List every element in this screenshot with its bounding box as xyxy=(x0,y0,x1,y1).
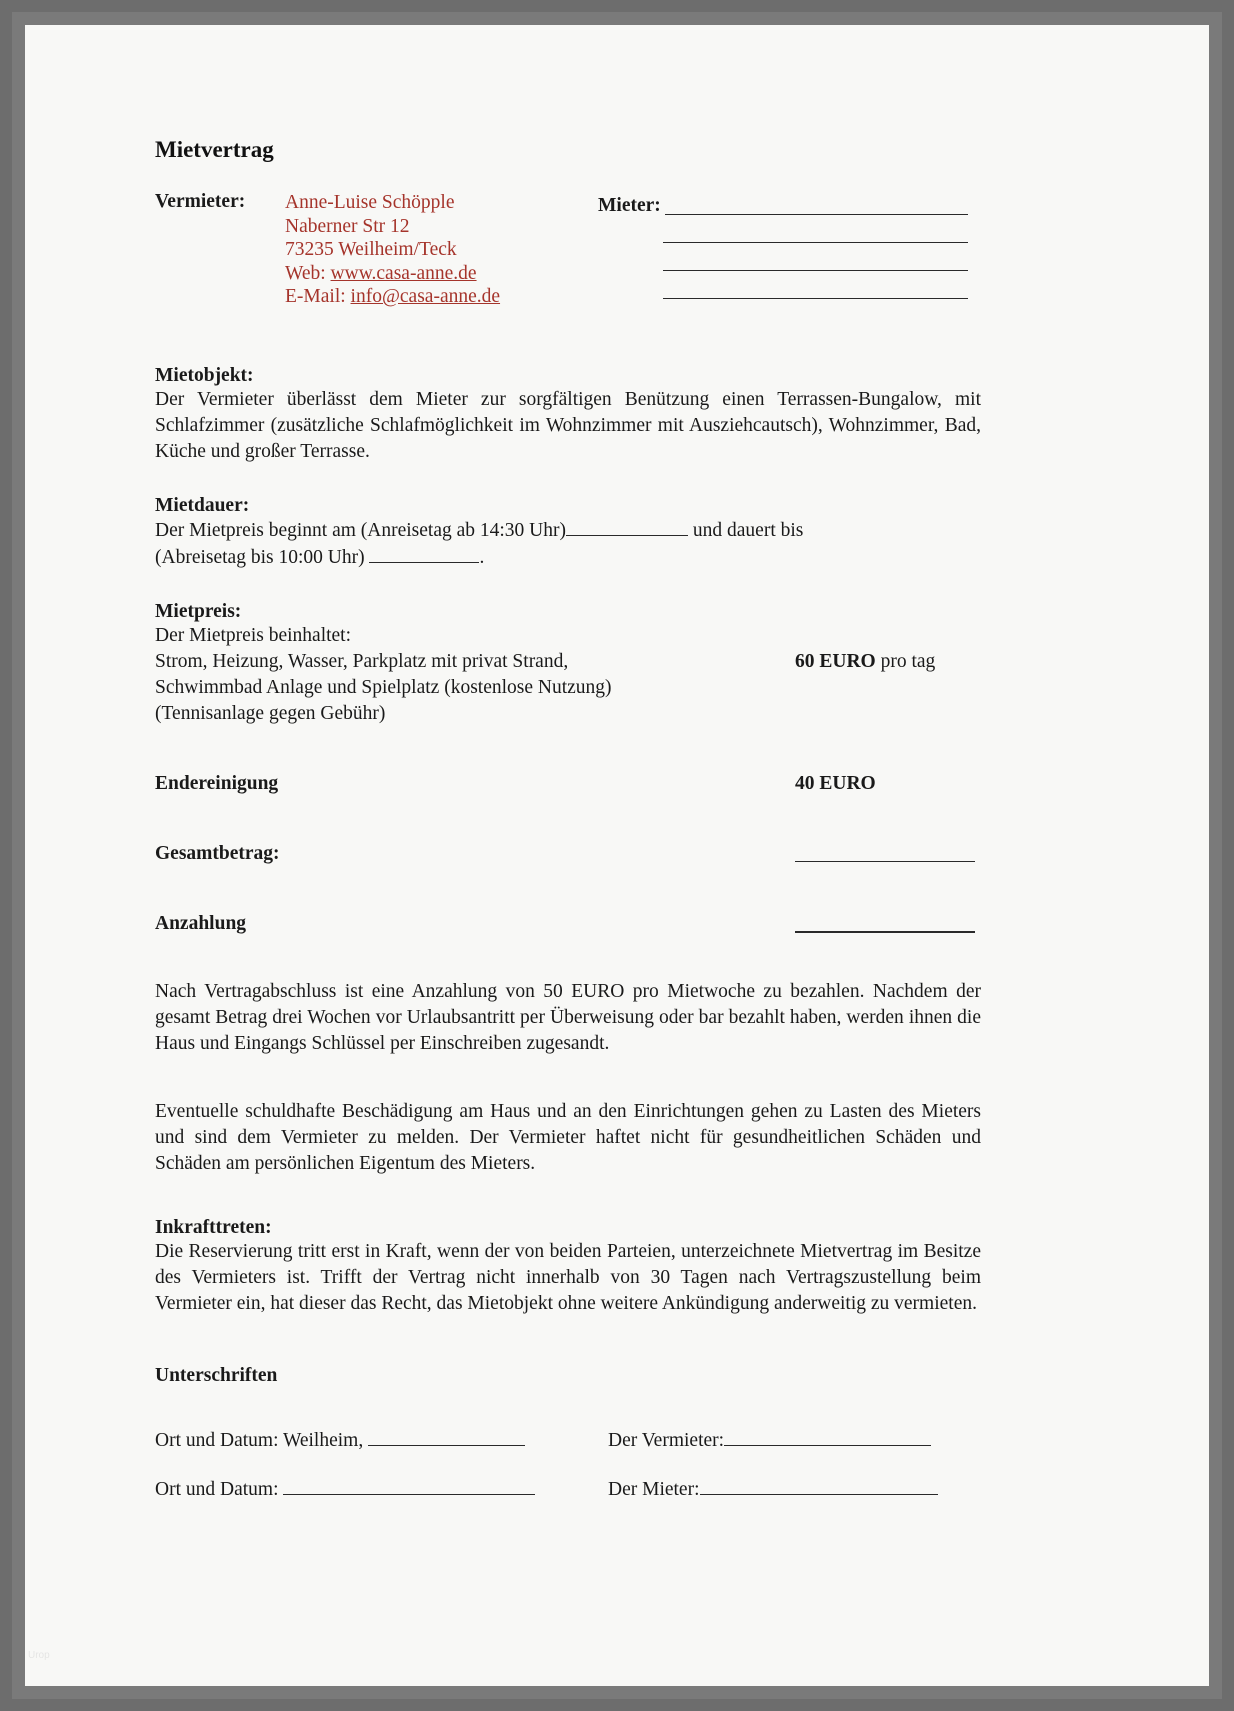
mieter-blank-line-3 xyxy=(663,252,968,271)
endereinigung-price: 40 EURO xyxy=(795,773,876,794)
vermieter-signature xyxy=(608,1427,931,1454)
vermieter-web-line xyxy=(285,262,500,286)
mieter-signature-label: Der Mieter: xyxy=(608,1479,700,1500)
mietdauer-text-1: Der Mietpreis beginnt am (Anreisetag ab 14:30 Uhr) xyxy=(155,520,567,541)
mieter-line-1 xyxy=(598,191,968,215)
mieter-block xyxy=(598,191,968,299)
anzahlung-paragraph: Nach Vertragabschluss ist eine Anzahlung von 50 EURO pro Mietwoche zu bezahlen. Nachdem der gesamt Betrag drei Wochen vor Urlaubsantritt per Überweisung oder bar bezahlt haben, werden ihnen die Haus und Eingangs Schlüssel per Einschreiben zugesandt. xyxy=(155,981,981,1054)
mieter-line-4 xyxy=(598,271,968,299)
mieter-line-3 xyxy=(598,243,968,271)
unterschriften-heading: Unterschriften xyxy=(155,1365,278,1386)
web-link[interactable]: www.casa-anne.de xyxy=(330,262,477,284)
inkrafttreten-paragraph: Die Reservierung tritt erst in Kraft, wenn der von beiden Parteien, unterzeichnete Mietvertrag im Besitze des Vermieters ist. Trifft der Vertrag nicht innerhalb von 30 Tagen nach Vertragszustellung beim Vermieter ein, hat dieser das Recht, das Mietobjekt ohne weitere Ankündigung anderweitig zu vermieten. xyxy=(155,1241,981,1314)
gesamtbetrag-row xyxy=(155,841,981,867)
anzahlung-label: Anzahlung xyxy=(155,913,247,934)
price-unit: pro tag xyxy=(880,651,936,672)
mietobjekt-paragraph: Der Vermieter überlässt dem Mieter zur sorgfältigen Benützung einen Terrassen-Bungalow, mit Schlafzimmer (zusätzliche Schlafmöglichkeit im Wohnzimmer mit Ausziehcautsch), Wohnzimmer, Bad, Küche und großer Terrasse. xyxy=(155,389,981,462)
mieter-blank-line-2 xyxy=(663,224,968,243)
signature-row-1 xyxy=(155,1427,981,1454)
price-value: 60 EURO xyxy=(795,651,876,672)
mietpreis-item-2: Schwimmbad Anlage und Spielplatz (kostenlose Nutzung) xyxy=(155,677,612,698)
endereinigung-label: Endereinigung xyxy=(155,773,279,794)
mietdauer-text-3: (Abreisetag bis 10:00 Uhr) xyxy=(155,547,365,568)
ort-datum-mieter-blank xyxy=(283,1476,535,1495)
vermieter-info xyxy=(285,191,500,309)
mietpreis-intro: Der Mietpreis beinhaltet: xyxy=(155,625,352,646)
mieter-blank-line-4 xyxy=(663,280,968,299)
anzahlung-blank-wrap xyxy=(795,911,975,941)
gesamtbetrag-blank xyxy=(795,841,975,862)
schaden-paragraph: Eventuelle schuldhafte Beschädigung am Haus und an den Einrichtungen gehen zu Lasten des Mieters und sind dem Vermieter zu melden. Der Vermieter haftet nicht für gesundheitlichen Schäden und Schäden am persönlichen Eigentum des Mieters. xyxy=(155,1101,981,1174)
signature-row-2 xyxy=(155,1476,981,1503)
vermieter-street: Naberner Str 12 xyxy=(285,215,410,237)
mieter-signature-blank xyxy=(700,1476,938,1495)
document-title: Mietvertrag xyxy=(155,137,274,162)
email-link[interactable]: info@casa-anne.de xyxy=(350,286,501,307)
ort-datum-vermieter-label: Ort und Datum: Weilheim, xyxy=(155,1430,364,1451)
vermieter-city: 73235 Weilheim/Teck xyxy=(285,239,457,260)
anzahlung-row xyxy=(155,911,981,937)
mieter-line-2 xyxy=(598,215,968,243)
mietpreis-heading: Mietpreis: xyxy=(155,601,242,622)
mietdauer-heading: Mietdauer: xyxy=(155,495,250,516)
vermieter-signature-blank xyxy=(724,1427,931,1446)
abreisetag-blank xyxy=(369,544,479,563)
mietpreis-price-1 xyxy=(795,649,935,675)
mietdauer-text-4: . xyxy=(479,547,485,568)
parties-section xyxy=(155,191,981,313)
mietobjekt-heading: Mietobjekt: xyxy=(155,365,254,386)
frame-watermark: Urop xyxy=(28,1650,50,1661)
vermieter-label: Vermieter: xyxy=(155,191,246,212)
ort-datum-mieter-label: Ort und Datum: xyxy=(155,1479,279,1500)
mietpreis-item-3: (Tennisanlage gegen Gebühr) xyxy=(155,703,386,724)
mietdauer-text-2: und dauert bis xyxy=(692,520,804,541)
mieter-signature xyxy=(608,1476,938,1503)
vermieter-email-line xyxy=(285,285,500,309)
web-label: Web: xyxy=(285,262,326,284)
endereinigung-row xyxy=(155,771,981,797)
email-label: E-Mail: xyxy=(285,286,346,307)
anreisetag-blank xyxy=(566,517,688,536)
mietdauer-line-1 xyxy=(155,517,981,544)
mietpreis-item-1-row xyxy=(155,649,981,675)
mietdauer-line-2 xyxy=(155,544,981,571)
mieter-blank-line-1 xyxy=(665,196,968,215)
vermieter-name: Anne-Luise Schöpple xyxy=(285,192,455,213)
gesamtbetrag-label: Gesamtbetrag: xyxy=(155,843,280,864)
mieter-label: Mieter: xyxy=(598,194,661,216)
ort-datum-vermieter-blank xyxy=(368,1427,525,1446)
inkrafttreten-heading: Inkrafttreten: xyxy=(155,1217,272,1238)
gesamtbetrag-blank-wrap xyxy=(795,841,975,870)
mietpreis-item-1: Strom, Heizung, Wasser, Parkplatz mit privat Strand, xyxy=(155,651,569,672)
vermieter-signature-label: Der Vermieter: xyxy=(608,1430,725,1451)
anzahlung-blank xyxy=(795,911,975,933)
document-page xyxy=(25,25,1209,1686)
